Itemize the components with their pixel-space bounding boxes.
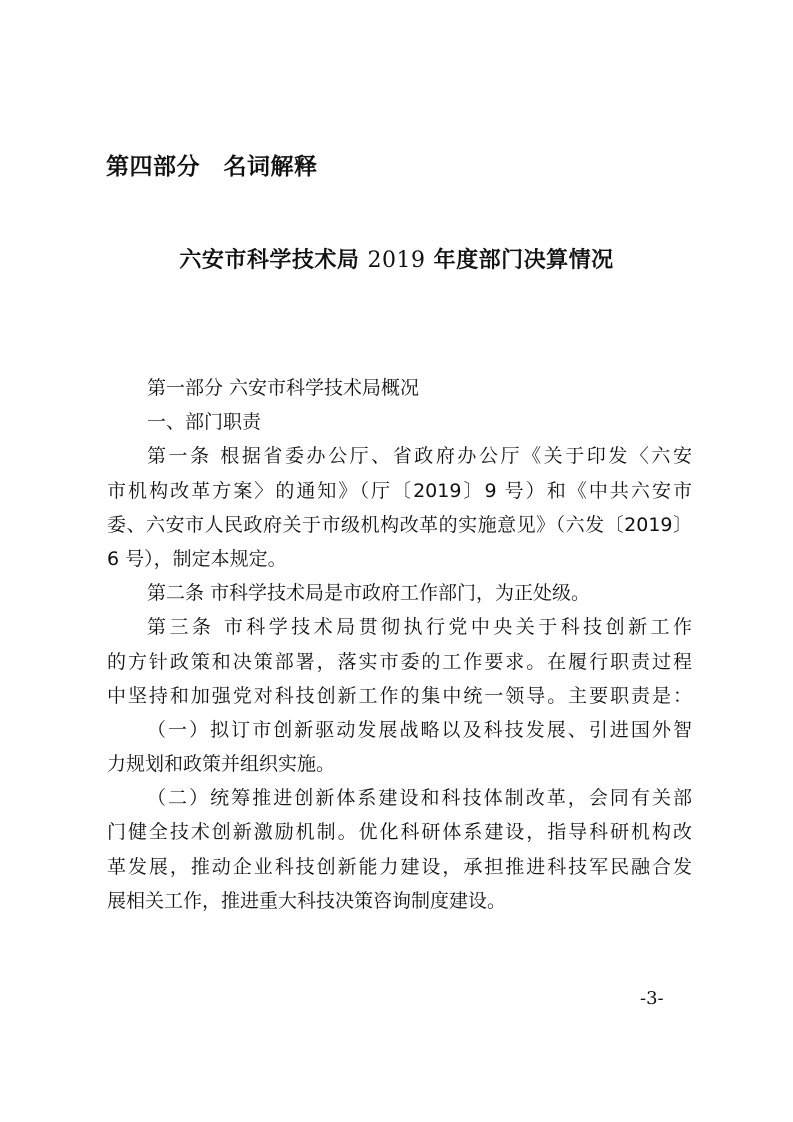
document-title <box>0 243 793 274</box>
paragraph-line: 展相关工作，推进重大科技决策咨询制度建设。 <box>107 889 507 912</box>
section-heading: 第一部分 六安市科学技术局概况 <box>147 377 420 399</box>
body-text <box>107 371 692 918</box>
paragraph-line: 第一条 根据省委办公厅、省政府办公厅《关于印发〈六安 <box>147 445 692 468</box>
part-heading: 第四部分 名词解释 <box>106 154 318 180</box>
page-number: -3- <box>640 988 664 1009</box>
paragraph-line: 革发展，推动企业科技创新能力建设，承担推进科技军民融合发 <box>107 855 692 878</box>
paragraph-line: 委、六安市人民政府关于市级机构改革的实施意见》（六发〔2019〕 <box>107 513 692 536</box>
document-title-year: 2019 <box>367 248 426 273</box>
paragraph-line: 市机构改革方案〉的通知》（厅〔2019〕9 号）和《中共六安市 <box>107 479 692 502</box>
paragraph-line: （二）统筹推进创新体系建设和科技体制改革，会同有关部 <box>147 787 692 810</box>
paragraph-line: 6 号），制定本规定。 <box>107 547 287 570</box>
document-title-prefix: 六安市科学技术局 <box>179 248 360 273</box>
paragraph-line: （一）拟订市创新驱动发展战略以及科技发展、引进国外智 <box>147 718 692 741</box>
paragraph-line: 的方针政策和决策部署，落实市委的工作要求。在履行职责过程 <box>107 650 692 673</box>
subsection-heading: 一、部门职责 <box>147 411 262 434</box>
paragraph-line: 中坚持和加强党对科技创新工作的集中统一领导。主要职责是： <box>107 684 692 707</box>
paragraph-line: 力规划和政策并组织实施。 <box>107 753 336 776</box>
paragraph-line: 门健全技术创新激励机制。优化科研体系建设，指导科研机构改 <box>107 821 692 844</box>
paragraph-line: 第三条 市科学技术局贯彻执行党中央关于科技创新工作 <box>147 616 692 639</box>
document-title-suffix: 年度部门决算情况 <box>433 248 614 273</box>
paragraph-line: 第二条 市科学技术局是市政府工作部门，为正处级。 <box>147 582 591 605</box>
